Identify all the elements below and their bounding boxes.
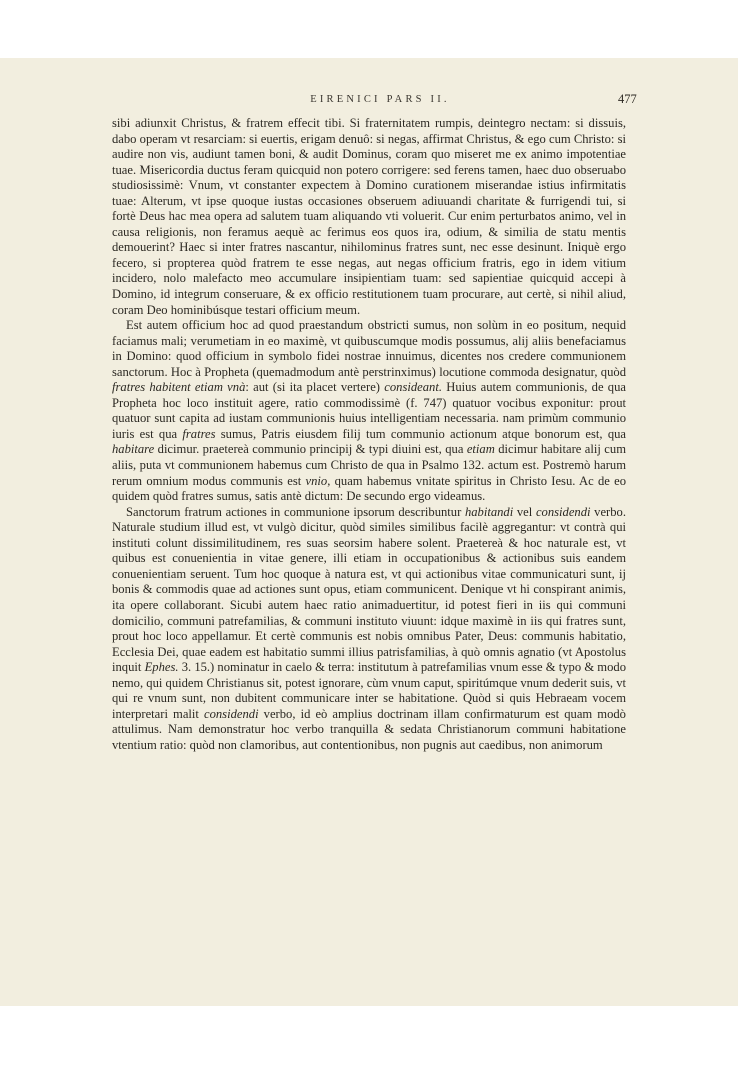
paragraph-3: Sanctorum fratrum actiones in communione ipsorum describuntur habitandi vel considendi verbo. Naturale studium illud est, vt vulgò dicitur, quòd similes similibus facilè aggregantur: vt contrà qui instituti colunt dissimilitudinem, res suas seorsim habere solent. Praetereà & hoc naturale est, vt quibus est conuenientia in vitae genere, illi etiam in occupationibus & actionibus suis eandem conuenientiam seruent. Tum hoc quoque à natura est, vt qui actionibus vitae communicaturi sunt, ij bonis & commodis quae ad actiones sunt opus, etiam communicent. Denique vt hi conspirant animis, ita opere collaborant. Sicubi autem haec ratio animaduertitur, id potest fieri in iis qui communi domicilio, communi patrefamilias, & communi instituto viuunt: idque maximè in iis qui fratres sunt, prout hoc loco appellamur. Et certè communis est nobis omnibus Pater, Deus: communis habitatio, Ecclesia Dei, quae eadem est habitatio summi illius patrisfamilias, à quò omnis agnatio (vt Apostolus inquit Ephes. 3. 15.) nominatur in caelo & terra: institutum à patrefamilias vnum esse & typo & modo nemo, qui quidem Christianus sit, potest ignorare, cùm vnum caput, spiritúmque vnum dederit suis, vt qui re vnum sunt, non dubitent communicare inter se habitatione. Quòd si quis Hebraeam vocem interpretari malit considendi verbo, id eò amplius doctrinam illam confirmaturum est quam modò attulimus. Nam demonstratur hoc verbo tranquilla & sedata Christianorum communi habitatione vtentium ratio: quòd non clamoribus, aut contentionibus, non pugnis aut caedibus, non animorum bbox=[112, 504, 626, 752]
book-page bbox=[0, 58, 738, 1006]
page-header bbox=[0, 94, 738, 114]
paragraph-1: sibi adiunxit Christus, & fratrem effecit tibi. Si fraternitatem rumpis, deintegro nectam: si dissuis, dabo operam vt resarciam: si euertis, erigam denuô: si negas, affirmat Christus, & ego cum Christo: si audire non vis, audiunt tamen boni, & audit Dominus, coram quo miseret me ex animo impotentiae tuae. Misericordia ductus feram quicquid non potero corrigere: sed ferens tamen, haec duo obseruabo studiosissimè: Vnum, vt constanter expectem à Domino curationem miserandae istius infirmitatis tuae: Alterum, vt ipse quoque iustas occasiones obseruem adiuuandi charitate & furrigendi tui, si fortè Deus hac mea opera ad salutem tuam aliquando vti voluerit. Cur enim perturbatos animo, vel in causa religionis, non feramus aequè ac ferimus eos quos ira, odium, & similia de statu mentis demouerint? Haec si inter fratres nascantur, nihilominus fratres sunt, nec esse desinunt. Iniquè ergo fecero, si propterea quòd fratrem te esse negas, aut negas officium fratris, ego in idem vitium incidero, nolo malefacto meo accumulare insipientiam tuam: sed sapientiae quicquid accepi à Domino, id integrum conseruare, & ex officio restitutionem tuam procurare, aut certè, si nihil aliud, coram Deo hominibúsque testari officium meum. bbox=[112, 116, 626, 317]
running-head: EIRENICI PARS II. bbox=[310, 94, 450, 105]
paragraph-2: Est autem officium hoc ad quod praestandum obstricti sumus, non solùm in eo positum, nequid faciamus mali; verumetiam in eo maximè, vt quibuscumque modis possumus, alij aliis benefaciamus in Domino: quod officium in symbolo fidei nostrae innuimus, dicentes nos credere communionem sanctorum. Hoc à Propheta (quemadmodum antè perstrinximus) locutione commoda designatur, quòd fratres habitent etiam vnà: aut (si ita placet vertere) consideant. Huius autem communionis, de qua Propheta hoc loco instituit agere, ratio commodissimè (f. 747) quatuor vocibus exponitur: prout quatuor sunt capita ad iustam communionis huius intelligentiam necessaria. nam primùm communio iuris est qua fratres sumus, Patris eiusdem filij tum communio actionum atque bonorum est, qua habitare dicimur. praetereà communio principij & typi diuini est, qua etiam dicimur habitare alij cum aliis, puta vt communionem habemus cum Christo de qua in Psalmo 132. actum est. Postremò harum rerum omnium modus communis est vnio, quam habemus vnitate spiritus in Christo Iesu. Ac de eo quidem quòd fratres sumus, satis antè dictum: De secundo ergo videamus. bbox=[112, 318, 626, 504]
body-text bbox=[112, 116, 626, 753]
page-number: 477 bbox=[618, 92, 637, 106]
